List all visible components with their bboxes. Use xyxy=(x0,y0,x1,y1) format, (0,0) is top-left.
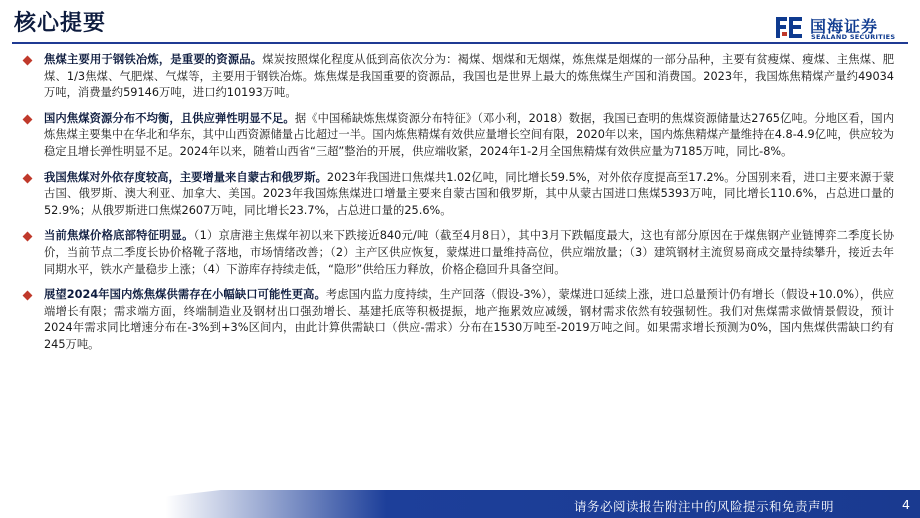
logo-name-en: SEALAND SECURITIES xyxy=(811,33,896,41)
footer-disclaimer: 请务必阅读报告附注中的风险提示和免责声明 xyxy=(574,499,835,514)
bullet-text: 2023年我国进口焦煤共1.02亿吨，同比增长59.5%，对外依存度提高至17.2%。分国别来看，进口主要来源于蒙古国、俄罗斯、澳大利亚、加拿大、美国。2023年我国炼焦煤进口增量主要来自蒙古国和俄罗斯，其中从蒙古国进口焦煤5393万吨，同比增长110.6%，占总进口量的52.9%；从俄罗斯进口焦煤2607万吨，同比增长23.7%，占总进口量的25.6%。 xyxy=(44,170,894,217)
summary-bullet xyxy=(22,287,894,353)
page-title: 核心提要 xyxy=(14,11,107,36)
diamond-bullet-icon xyxy=(23,232,33,242)
page-footer xyxy=(0,490,920,518)
diamond-bullet-icon xyxy=(23,291,33,301)
diamond-bullet-icon xyxy=(23,114,33,124)
diamond-bullet-icon xyxy=(23,56,33,66)
diamond-bullet-icon xyxy=(23,173,33,183)
logo-name-cn: 国海证券 xyxy=(810,17,879,36)
bullet-text: 考虑国内监力度持续，生产回落（假设-3%），蒙煤进口延续上涨，进口总量预计仍有增长（假设+10.0%），供应端增长有限；需求端方面，终端制造业及钢材出口强劲增长、基建托底等积极提振，地产拖累效应减缓，钢材需求依然有较强韧性。我们对焦煤需求做情景假设，预计2024年需求同比增速分布在-3%到+3%区间内，由此计算供需缺口（供应-需求）分布在1530万吨至-2019万吨之间。如果需求增长预测为0%，国内焦煤供需缺口约有245万吨。 xyxy=(44,288,894,351)
title-divider xyxy=(12,42,908,44)
bullet-lead: 焦煤主要用于钢铁冶炼，是重要的资源品。 xyxy=(44,53,263,66)
summary-bullet xyxy=(22,111,894,161)
summary-bullet xyxy=(22,228,894,278)
summary-content xyxy=(22,52,894,363)
bullet-lead: 我国焦煤对外依存度较高，主要增量来自蒙古和俄罗斯。 xyxy=(44,170,327,184)
bullet-text: （1）京唐港主焦煤年初以来下跌接近840元/吨（截至4月8日），其中3月下跌幅度最大，这也有部分原因在于煤焦钢产业链博弈二季度长协价，当前节点二季度长协价格靴子落地，市场情绪改善；（2）主产区供应恢复，蒙煤进口量维持高位，供应端放量；（3）建筑钢材主流贸易商成交量持续攀升，接近去年同期水平，铁水产量稳步上涨；（4）下游库存持续走低，“隐形”供给压力释放，价格企稳回升具备空间。 xyxy=(44,229,894,276)
company-logo xyxy=(774,14,912,42)
bullet-lead: 展望2024年国内炼焦煤供需存在小幅缺口可能性更高。 xyxy=(44,288,326,302)
sealand-logo-icon xyxy=(774,14,804,42)
bullet-text: 据《中国稀缺炼焦煤资源分布特征》（邓小利，2018）数据，我国已查明的焦煤资源储量达2765亿吨。分地区看，国内炼焦煤主要集中在华北和华东，其中山西资源储量占比超过一半。国内炼焦精煤有效供应量增长空间有限，2020年以来，国内炼焦精煤产量维持在4.8-4.9亿吨，供应较为稳定且增长弹性明显不足。2024年以来，随着山西省“三超”整治的开展，供应端收紧，2024年1-2月全国焦精煤有效供应量为7185万吨，同比-8%。 xyxy=(44,111,894,158)
page-number: 4 xyxy=(902,497,910,512)
bullet-lead: 当前焦煤价格底部特征明显。 xyxy=(44,229,194,243)
summary-bullet xyxy=(22,170,894,220)
bullet-lead: 国内焦煤资源分布不均衡，且供应弹性明显不足。 xyxy=(44,111,295,125)
bullet-text: 煤炭按照煤化程度从低到高依次分为：褐煤、烟煤和无烟煤，炼焦煤是烟煤的一部分品种，主要有贫瘦煤、瘦煤、主焦煤、肥煤、1/3焦煤、气肥煤、气煤等，主要用于钢铁冶炼。炼焦煤是我国重要的资源品，我国也是世界上最大的炼焦煤生产国和消费国。2023年，我国炼焦精煤产量约49034万吨，消费量约59146万吨，进口约10193万吨。 xyxy=(44,53,894,100)
summary-bullet xyxy=(22,52,894,102)
